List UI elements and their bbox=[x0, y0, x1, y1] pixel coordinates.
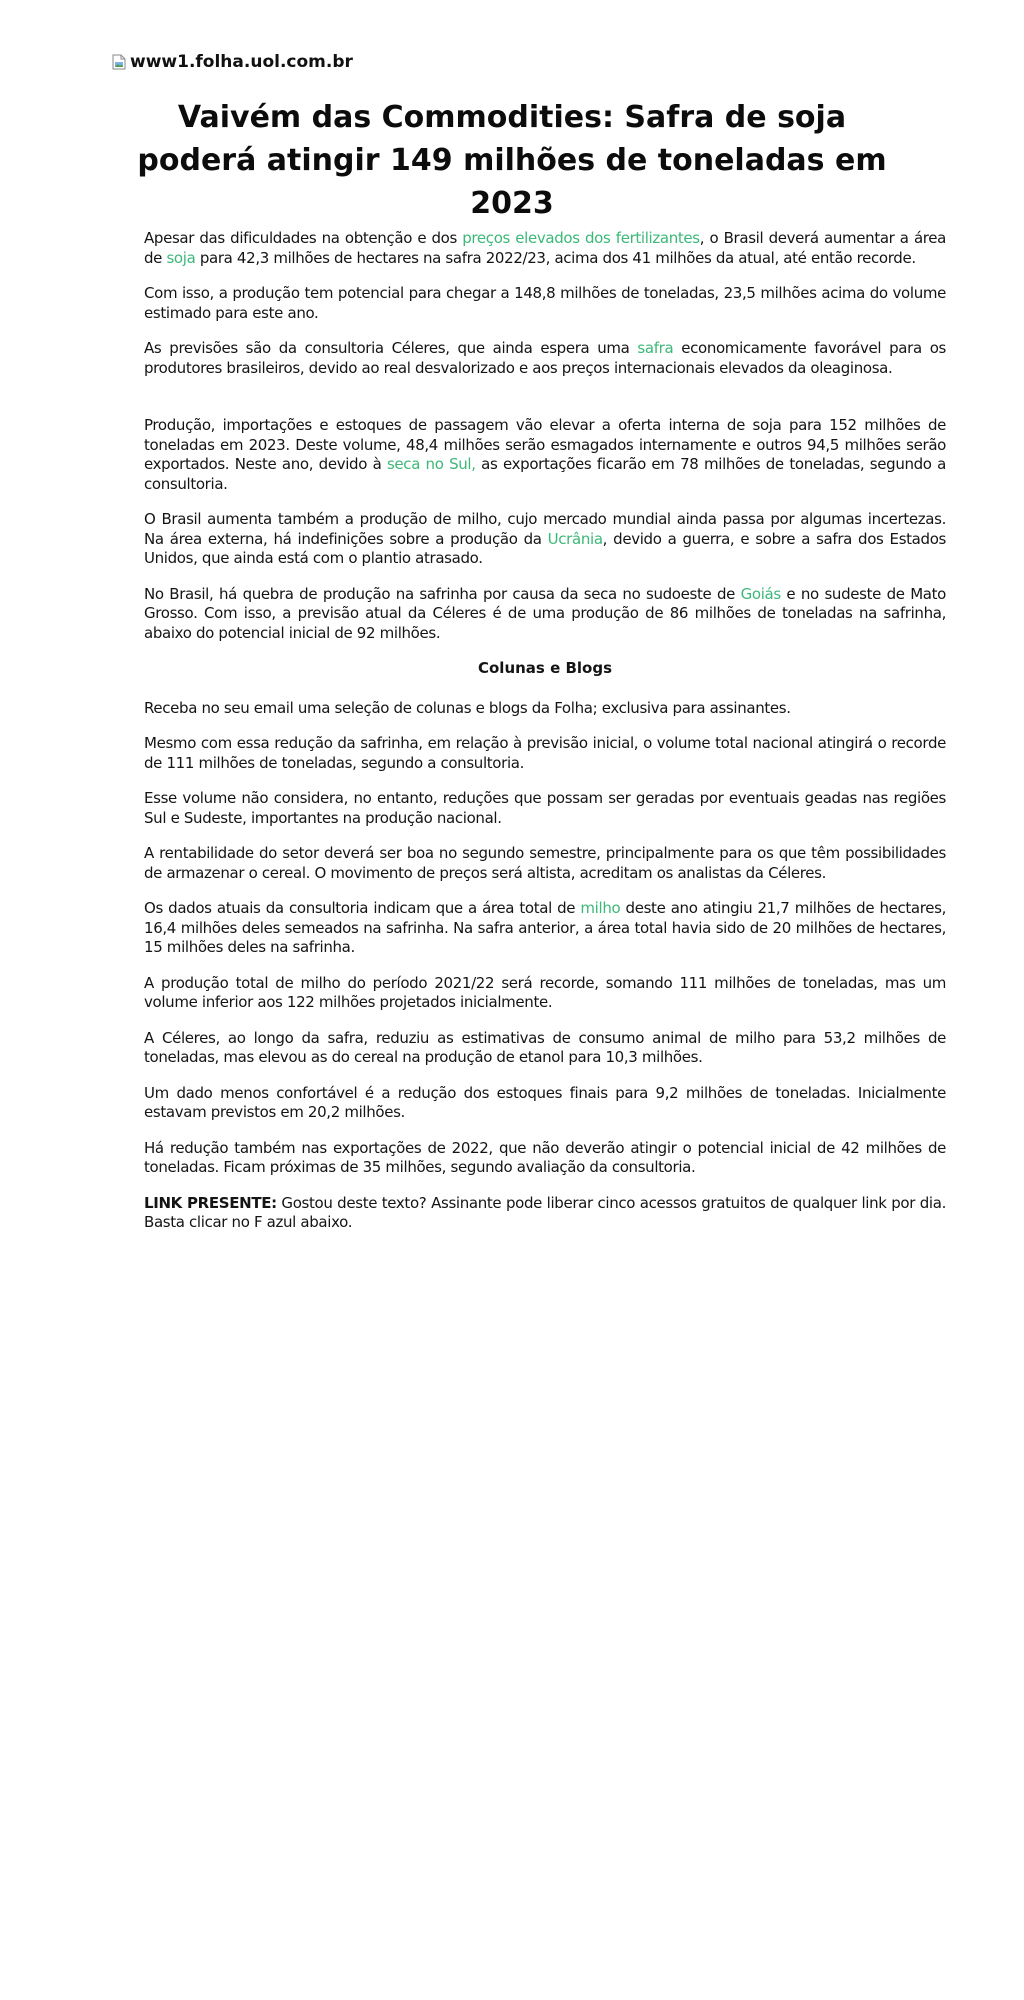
text: deste ano atingiu 21,7 milhões de hectares, 16,4 milhões deles semeados na safrinha. Na safra anterior, a área total havia sido de 20 milhões de hectares, 15 milhões deles na safrinha. bbox=[144, 899, 946, 956]
paragraph-9: Esse volume não considera, no entanto, reduções que possam ser geradas por eventuais geadas nas regiões Sul e Sudeste, importantes na produção nacional. bbox=[144, 789, 946, 827]
paragraph-14: Um dado menos confortável é a redução dos estoques finais para 9,2 milhões de toneladas. Inicialmente estavam previstos em 20,2 milhões. bbox=[144, 1083, 946, 1121]
text: , devido a guerra, e sobre a safra dos Estados Unidos, que ainda está com o plantio atrasado. bbox=[144, 529, 946, 567]
text: Os dados atuais da consultoria indicam que a área total de bbox=[144, 899, 581, 917]
text: O Brasil aumenta também a produção de milho, cujo mercado mundial ainda passa por algumas incertezas. Na área externa, há indefinições sobre a produção da bbox=[144, 510, 946, 548]
link-safra[interactable]: safra bbox=[637, 339, 674, 357]
link-seca-no-sul[interactable]: seca no Sul, bbox=[386, 455, 476, 473]
article-body bbox=[144, 229, 946, 1249]
paragraph-10: A rentabilidade do setor deverá ser boa no segundo semestre, principalmente para os que têm possibilidades de armazenar o cereal. O movimento de preços será altista, acreditam os analistas da Céleres. bbox=[144, 844, 946, 882]
text: economicamente favorável para os produtores brasileiros, devido ao real desvalorizado e aos preços internacionais elevados da oleaginosa. bbox=[144, 339, 946, 377]
text: Apesar das dificuldades na obtenção e dos bbox=[144, 229, 463, 247]
article-title: Vaivém das Commodities: Safra de soja poderá atingir 149 milhões de toneladas em 2023 bbox=[137, 100, 887, 221]
link-ucrania[interactable]: Ucrânia bbox=[547, 529, 603, 548]
link-milho[interactable]: milho bbox=[580, 899, 621, 917]
text: As previsões são da consultoria Céleres, que ainda espera uma bbox=[144, 339, 638, 357]
text: , o Brasil deverá aumentar a área de bbox=[144, 229, 946, 267]
paragraph-11 bbox=[144, 899, 946, 958]
paragraph-8: Mesmo com essa redução da safrinha, em relação à previsão inicial, o volume total nacional atingirá o recorde de 111 milhões de toneladas, segundo a consultoria. bbox=[144, 734, 946, 772]
paragraph-3 bbox=[144, 339, 946, 378]
text: para 42,3 milhões de hectares na safra 2022/23, acima dos 41 milhões da atual, até então recorde. bbox=[195, 248, 916, 267]
text: e no sudeste de Mato Grosso. Com isso, a previsão atual da Céleres é de uma produção de 86 milhões de toneladas na safrinha, abaixo do potencial inicial de 92 milhões. bbox=[144, 584, 946, 642]
link-goias[interactable]: Goiás bbox=[740, 584, 781, 603]
broken-image-icon bbox=[112, 54, 126, 70]
paragraph-5 bbox=[144, 510, 946, 569]
paragraph-13: A Céleres, ao longo da safra, reduziu as estimativas de consumo animal de milho para 53,2 milhões de toneladas, mas elevou as do cereal na produção de etanol para 10,3 milhões. bbox=[144, 1028, 946, 1066]
link-fertilizer-prices[interactable]: preços elevados dos fertilizantes bbox=[462, 229, 700, 247]
text: as exportações ficarão em 78 milhões de toneladas, segundo a consultoria. bbox=[144, 455, 947, 493]
text: No Brasil, há quebra de produção na safrinha por causa da seca no sudoeste de bbox=[144, 584, 741, 603]
paragraph-6 bbox=[144, 585, 946, 644]
site-header bbox=[112, 52, 353, 72]
section-heading-colunas-e-blogs: Colunas e Blogs bbox=[477, 659, 613, 677]
paragraph-1 bbox=[144, 229, 946, 268]
paragraph-7: Receba no seu email uma seleção de colunas e blogs da Folha; exclusiva para assinantes. bbox=[144, 698, 791, 717]
link-soja[interactable]: soja bbox=[166, 248, 196, 267]
text: Produção, importações e estoques de passagem vão elevar a oferta interna de soja para 152 milhões de toneladas em 2023. Deste volume, 48,4 milhões serão esmagados internamente e outros 94,5 milhões serão exportados. Neste ano, devido à bbox=[144, 416, 946, 473]
link-presente-label: LINK PRESENTE: bbox=[144, 1193, 277, 1212]
paragraph-4 bbox=[144, 416, 946, 494]
paragraph-16 bbox=[144, 1194, 946, 1233]
paragraph-2: Com isso, a produção tem potencial para chegar a 148,8 milhões de toneladas, 23,5 milhões acima do volume estimado para este ano. bbox=[144, 284, 946, 322]
paragraph-15: Há redução também nas exportações de 2022, que não deverão atingir o potencial inicial de 42 milhões de toneladas. Ficam próximas de 35 milhões, segundo avaliação da consultoria. bbox=[144, 1138, 946, 1176]
paragraph-12: A produção total de milho do período 2021/22 será recorde, somando 111 milhões de toneladas, mas um volume inferior aos 122 milhões projetados inicialmente. bbox=[144, 973, 946, 1011]
text: Gostou deste texto? Assinante pode liberar cinco acessos gratuitos de qualquer link por dia. Basta clicar no F azul abaixo. bbox=[144, 1193, 946, 1231]
site-name[interactable]: www1.folha.uol.com.br bbox=[130, 52, 353, 72]
